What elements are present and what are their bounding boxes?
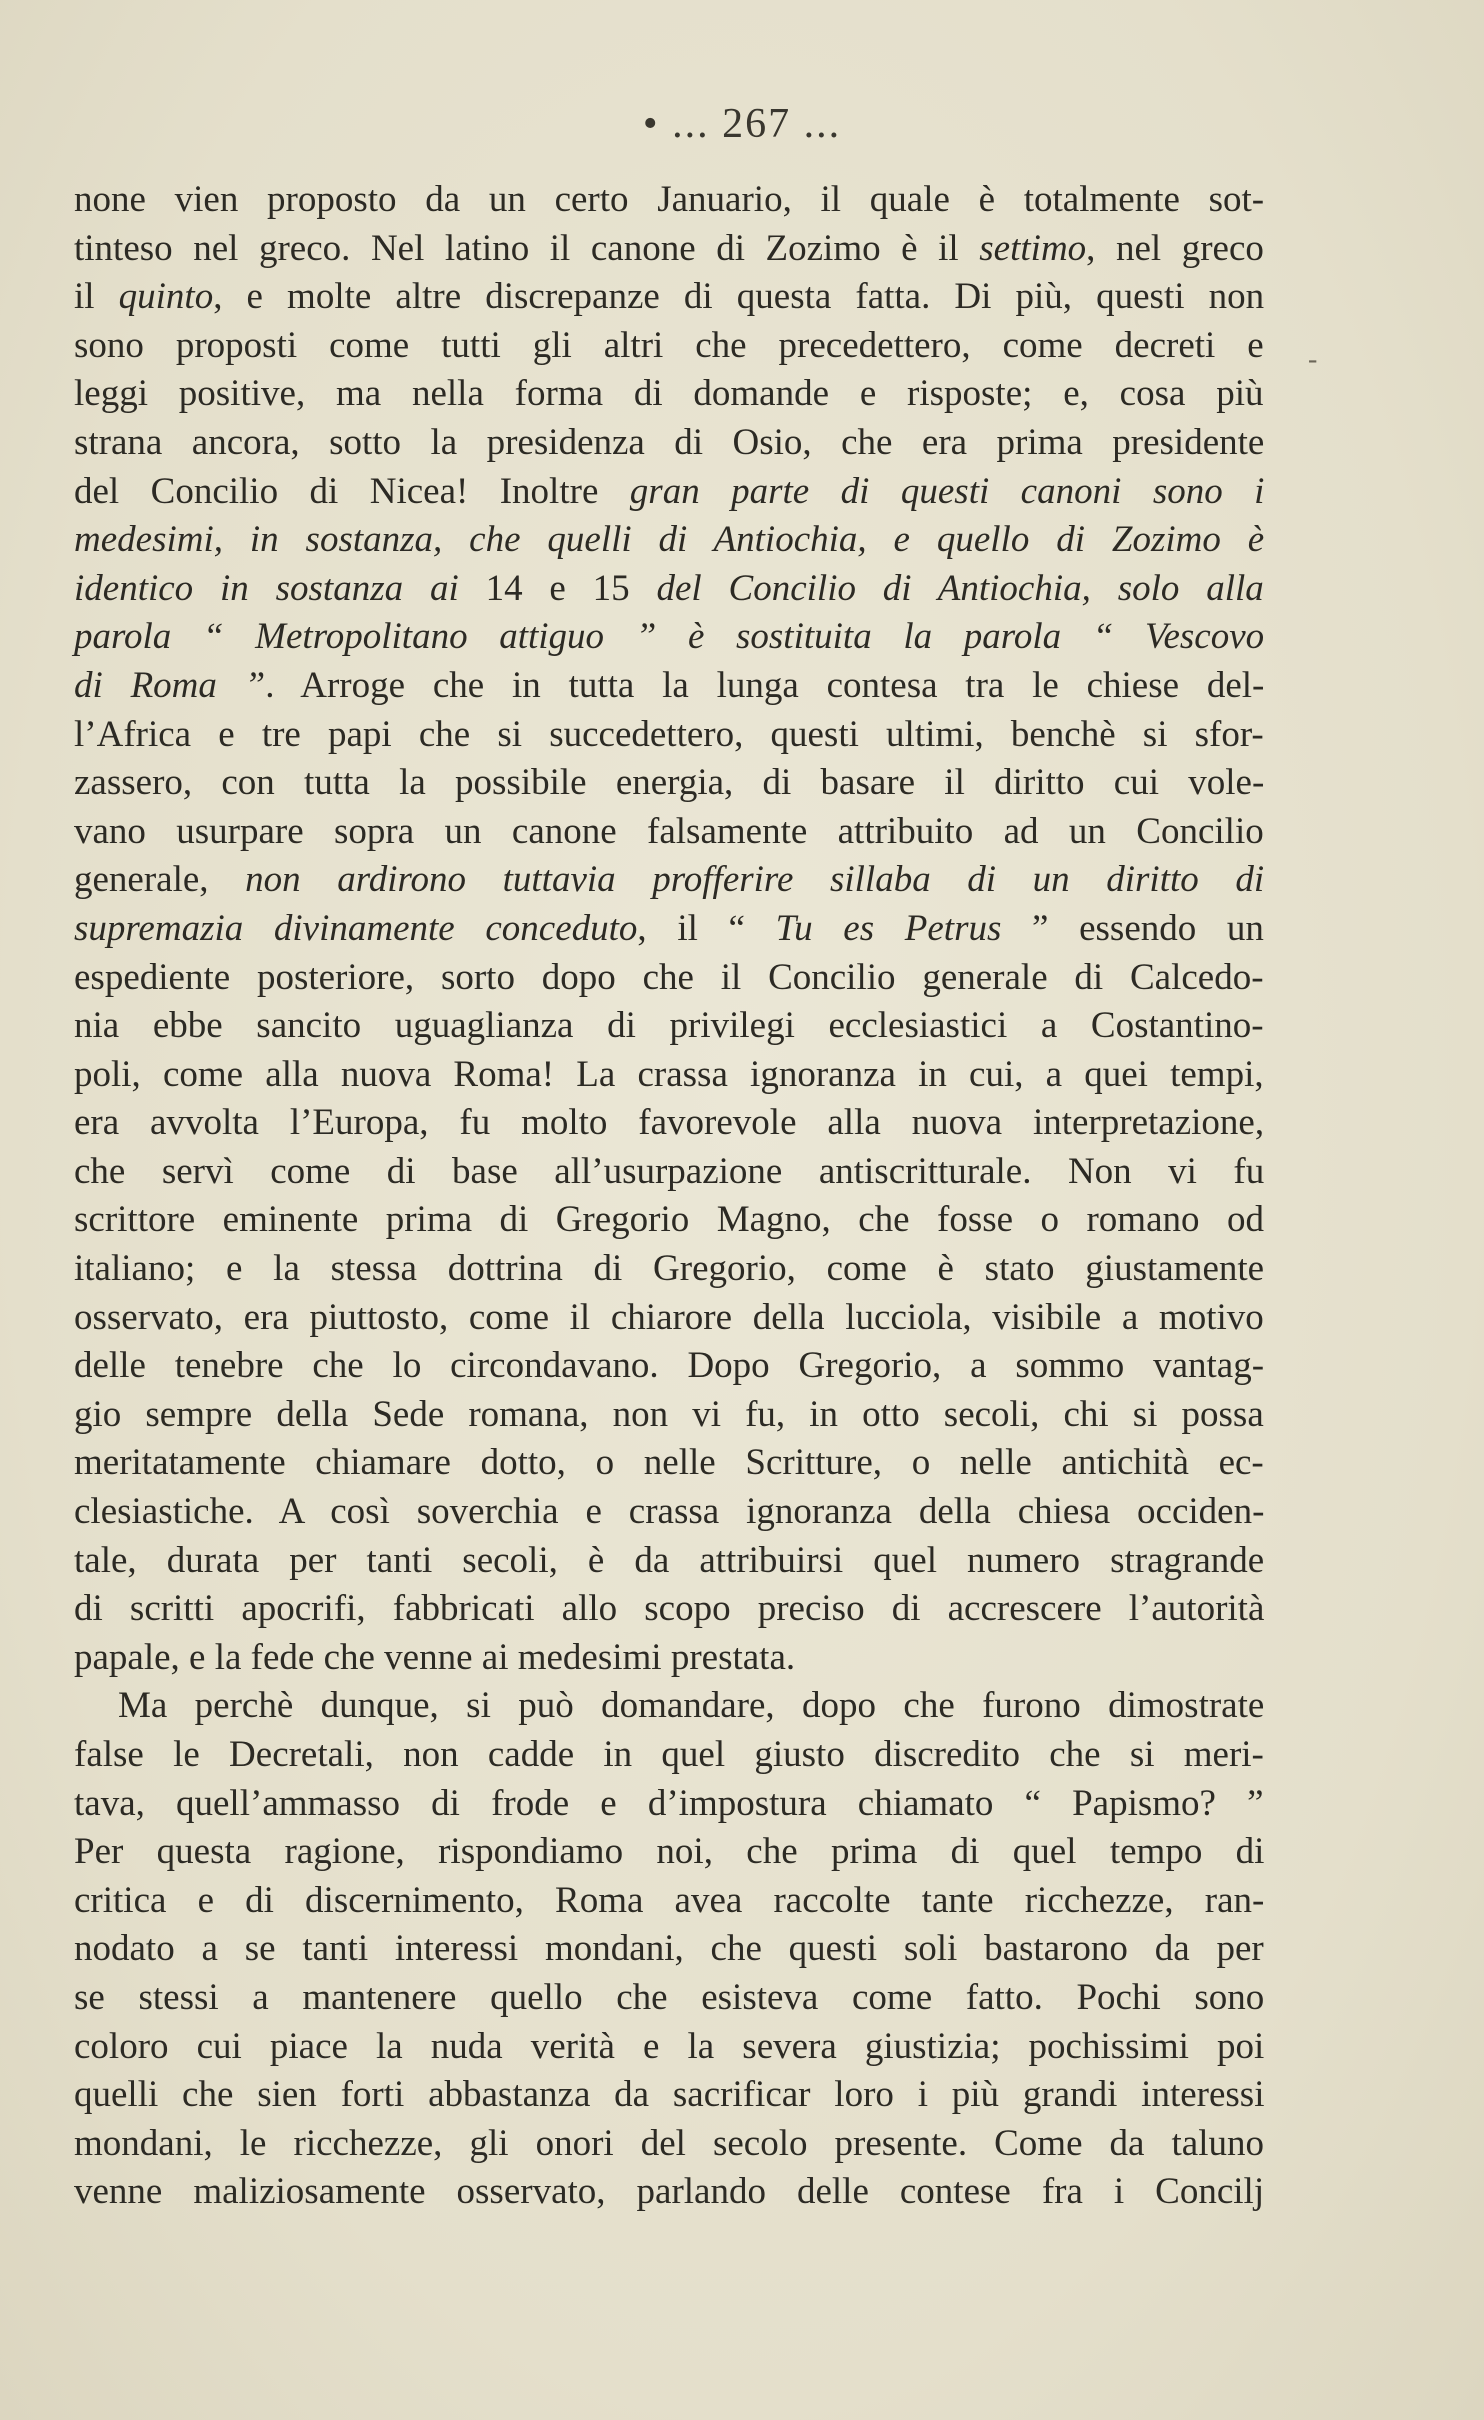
text-line — [74, 1439, 1264, 1488]
text-line — [74, 2168, 1264, 2217]
roman-text: osservato, era piuttosto, come il chiarore della lucciola, visibile a motivo — [74, 1296, 1264, 1338]
italic-text: supremazia divinamente conceduto — [74, 907, 638, 949]
line-content — [74, 1099, 1264, 1148]
roman-text: , nel greco — [1086, 227, 1264, 269]
roman-text: di scritti apocrifi, fabbricati allo scopo preciso di accrescere l’autorità — [74, 1588, 1265, 1630]
text-line — [74, 1828, 1264, 1877]
text-line — [74, 1537, 1264, 1586]
line-content — [74, 1731, 1264, 1780]
line-content — [74, 1002, 1264, 1051]
roman-text: venne maliziosamente osservato, parlando delle contese fra i Concilj — [74, 2171, 1265, 2213]
line-content — [74, 273, 1264, 322]
roman-text: 14 e 15 — [485, 567, 657, 609]
body-text — [74, 176, 1264, 2217]
text-line — [74, 1682, 1264, 1731]
roman-text: il — [74, 276, 119, 318]
line-content — [74, 1294, 1264, 1343]
roman-text: generale, — [74, 859, 246, 901]
roman-text: Ma perchè dunque, si può domandare, dopo che furono dimostrate — [118, 1685, 1265, 1727]
text-line — [74, 1634, 1264, 1683]
roman-text: . Arroge che in tutta la lunga contesa tra le chiese del- — [265, 664, 1265, 706]
line-content — [74, 565, 1264, 614]
roman-text: , e molte altre discrepanze di questa fatta. Di più, questi non — [213, 276, 1265, 318]
text-line — [74, 905, 1264, 954]
roman-text: papale, e la fede che venne ai medesimi prestata. — [74, 1636, 796, 1678]
text-line — [74, 1488, 1264, 1537]
line-content — [74, 322, 1264, 371]
text-line — [74, 759, 1264, 808]
roman-text: Per questa ragione, rispondiamo noi, che prima di quel tempo di — [74, 1831, 1265, 1873]
roman-text: era avvolta l’Europa, fu molto favorevole alla nuova interpretazione, — [74, 1102, 1265, 1144]
roman-text: coloro cui piace la nuda verità e la severa giustizia; pochissimi poi — [74, 2025, 1265, 2067]
text-line — [74, 225, 1264, 274]
line-content — [74, 1196, 1264, 1245]
text-line — [74, 322, 1264, 371]
text-line — [74, 2023, 1264, 2072]
text-line — [74, 1148, 1264, 1197]
text-line — [74, 2120, 1264, 2169]
page-number-header: • ... 267 ... — [642, 101, 842, 147]
line-content — [74, 1925, 1264, 1974]
italic-text: Tu es Petrus — [775, 907, 1002, 949]
roman-text: italiano; e la stessa dottrina di Gregorio, come è stato giustamente — [74, 1248, 1265, 1290]
roman-text: leggi positive, ma nella forma di domande e risposte; e, cosa più — [74, 373, 1264, 415]
text-line — [74, 1342, 1264, 1391]
roman-text: quelli che sien forti abbastanza da sacrificar loro i più grandi interessi — [74, 2074, 1265, 2116]
roman-text: zassero, con tutta la possibile energia, di basare il diritto cui vole- — [74, 762, 1265, 804]
roman-text: vano usurpare sopra un canone falsamente attribuito ad un Concilio — [74, 810, 1264, 852]
italic-text: del Concilio di Antiochia, solo alla — [656, 567, 1264, 609]
italic-text: quinto — [118, 276, 214, 318]
text-line — [74, 1196, 1264, 1245]
text-line — [74, 808, 1264, 857]
roman-text: meritatamente chiamare dotto, o nelle Scritture, o nelle antichità ec- — [74, 1442, 1264, 1484]
line-content — [74, 1245, 1264, 1294]
line-content — [74, 176, 1264, 225]
roman-text: espediente posteriore, sorto dopo che il Concilio generale di Calcedo- — [74, 956, 1264, 998]
text-line — [74, 1051, 1264, 1100]
text-line — [74, 1925, 1264, 1974]
italic-text: medesimi, in sostanza, che quelli di Antiochia, e quello di Zozimo è — [74, 519, 1265, 561]
roman-text: tinteso nel greco. Nel latino il canone di Zozimo è il — [74, 227, 980, 269]
line-content — [74, 2071, 1264, 2120]
line-content — [74, 711, 1264, 760]
text-line — [74, 1245, 1264, 1294]
roman-text: del Concilio di Nicea! Inoltre — [74, 470, 630, 512]
roman-text: clesiastiche. A così soverchia e crassa ignoranza della chiesa occiden- — [74, 1491, 1265, 1533]
roman-text: che servì come di base all’usurpazione antiscritturale. Non vi fu — [74, 1150, 1265, 1192]
roman-text: delle tenebre che lo circondavano. Dopo Gregorio, a sommo vantag- — [74, 1345, 1265, 1387]
text-line — [74, 1294, 1264, 1343]
italic-text: settimo — [979, 227, 1087, 269]
line-content — [118, 1682, 1264, 1731]
line-content — [74, 1974, 1264, 2023]
line-content — [74, 516, 1264, 565]
text-line — [74, 662, 1264, 711]
roman-text: nia ebbe sancito uguaglianza di privilegi ecclesiastici a Costantino- — [74, 1005, 1264, 1047]
line-content — [74, 1877, 1264, 1926]
line-content — [74, 954, 1264, 1003]
line-content — [74, 1634, 795, 1683]
line-content — [74, 1488, 1264, 1537]
line-content — [74, 662, 1264, 711]
italic-text: di Roma ” — [74, 664, 266, 706]
roman-text: tava, quell’ammasso di frode e d’impostura chiamato “ Papismo? ” — [74, 1782, 1264, 1824]
text-line — [74, 954, 1264, 1003]
text-line — [74, 1391, 1264, 1440]
text-line — [74, 370, 1264, 419]
roman-text: scrittore eminente prima di Gregorio Magno, che fosse o romano od — [74, 1199, 1264, 1241]
text-line — [74, 613, 1264, 662]
text-line — [74, 1099, 1264, 1148]
roman-text: sono proposti come tutti gli altri che precedettero, come decreti e — [74, 324, 1264, 366]
margin-mark: - — [1308, 344, 1318, 375]
line-content — [74, 419, 1264, 468]
roman-text: poli, come alla nuova Roma! La crassa ignoranza in cui, a quei tempi, — [74, 1053, 1264, 1095]
roman-text: tale, durata per tanti secoli, è da attribuirsi quel numero stragrande — [74, 1539, 1265, 1581]
line-content — [74, 370, 1264, 419]
italic-text: non ardirono tuttavia profferire sillaba di un diritto di — [245, 859, 1265, 901]
line-content — [74, 225, 1264, 274]
roman-text: false le Decretali, non cadde in quel giusto discredito che si meri- — [74, 1734, 1264, 1775]
text-line — [74, 516, 1264, 565]
line-content — [74, 613, 1264, 662]
roman-text: ” essendo un — [1001, 907, 1264, 949]
line-content — [74, 759, 1264, 808]
text-line — [74, 565, 1264, 614]
text-line — [74, 468, 1264, 517]
text-line — [74, 1974, 1264, 2023]
line-content — [74, 2120, 1264, 2169]
line-content — [74, 2023, 1264, 2072]
text-line — [74, 1002, 1264, 1051]
roman-text: critica e di discernimento, Roma avea raccolte tante ricchezze, ran- — [74, 1879, 1265, 1921]
roman-text: nodato a se tanti interessi mondani, che questi soli bastarono da per — [74, 1928, 1264, 1970]
italic-text: parola “ Metropolitano attiguo ” è sostituita la parola “ Vescovo — [74, 616, 1265, 658]
line-content — [74, 1439, 1264, 1488]
text-line — [74, 176, 1264, 225]
text-line — [74, 1877, 1264, 1926]
line-content — [74, 1148, 1264, 1197]
line-content — [74, 1342, 1264, 1391]
text-line — [74, 2071, 1264, 2120]
line-content — [74, 905, 1264, 954]
roman-text: none vien proposto da un certo Januario, il quale è totalmente sot- — [74, 179, 1265, 220]
line-content — [74, 468, 1264, 517]
roman-text: mondani, le ricchezze, gli onori del secolo presente. Come da taluno — [74, 2122, 1265, 2164]
line-content — [74, 1828, 1264, 1877]
line-content — [74, 2168, 1264, 2217]
line-content — [74, 856, 1264, 905]
italic-text: identico in sostanza ai — [74, 567, 486, 609]
line-content — [74, 1391, 1264, 1440]
line-content — [74, 808, 1264, 857]
roman-text: se stessi a mantenere quello che esisteva come fatto. Pochi sono — [74, 1976, 1265, 2018]
line-content — [74, 1585, 1264, 1634]
line-content — [74, 1780, 1264, 1829]
text-line — [74, 856, 1264, 905]
text-line — [74, 1731, 1264, 1780]
roman-text: gio sempre della Sede romana, non vi fu, in otto secoli, chi si possa — [74, 1393, 1264, 1435]
text-line — [74, 1585, 1264, 1634]
text-line — [74, 273, 1264, 322]
text-line — [74, 1780, 1264, 1829]
roman-text: l’Africa e tre papi che si succedettero, questi ultimi, benchè si sfor- — [74, 713, 1264, 755]
italic-text: gran parte di questi canoni sono i — [629, 470, 1265, 512]
text-line — [74, 711, 1264, 760]
roman-text: strana ancora, sotto la presidenza di Osio, che era prima presidente — [74, 421, 1265, 463]
text-line — [74, 419, 1264, 468]
line-content — [74, 1051, 1264, 1100]
line-content — [74, 1537, 1264, 1586]
roman-text: , il “ — [637, 907, 776, 949]
